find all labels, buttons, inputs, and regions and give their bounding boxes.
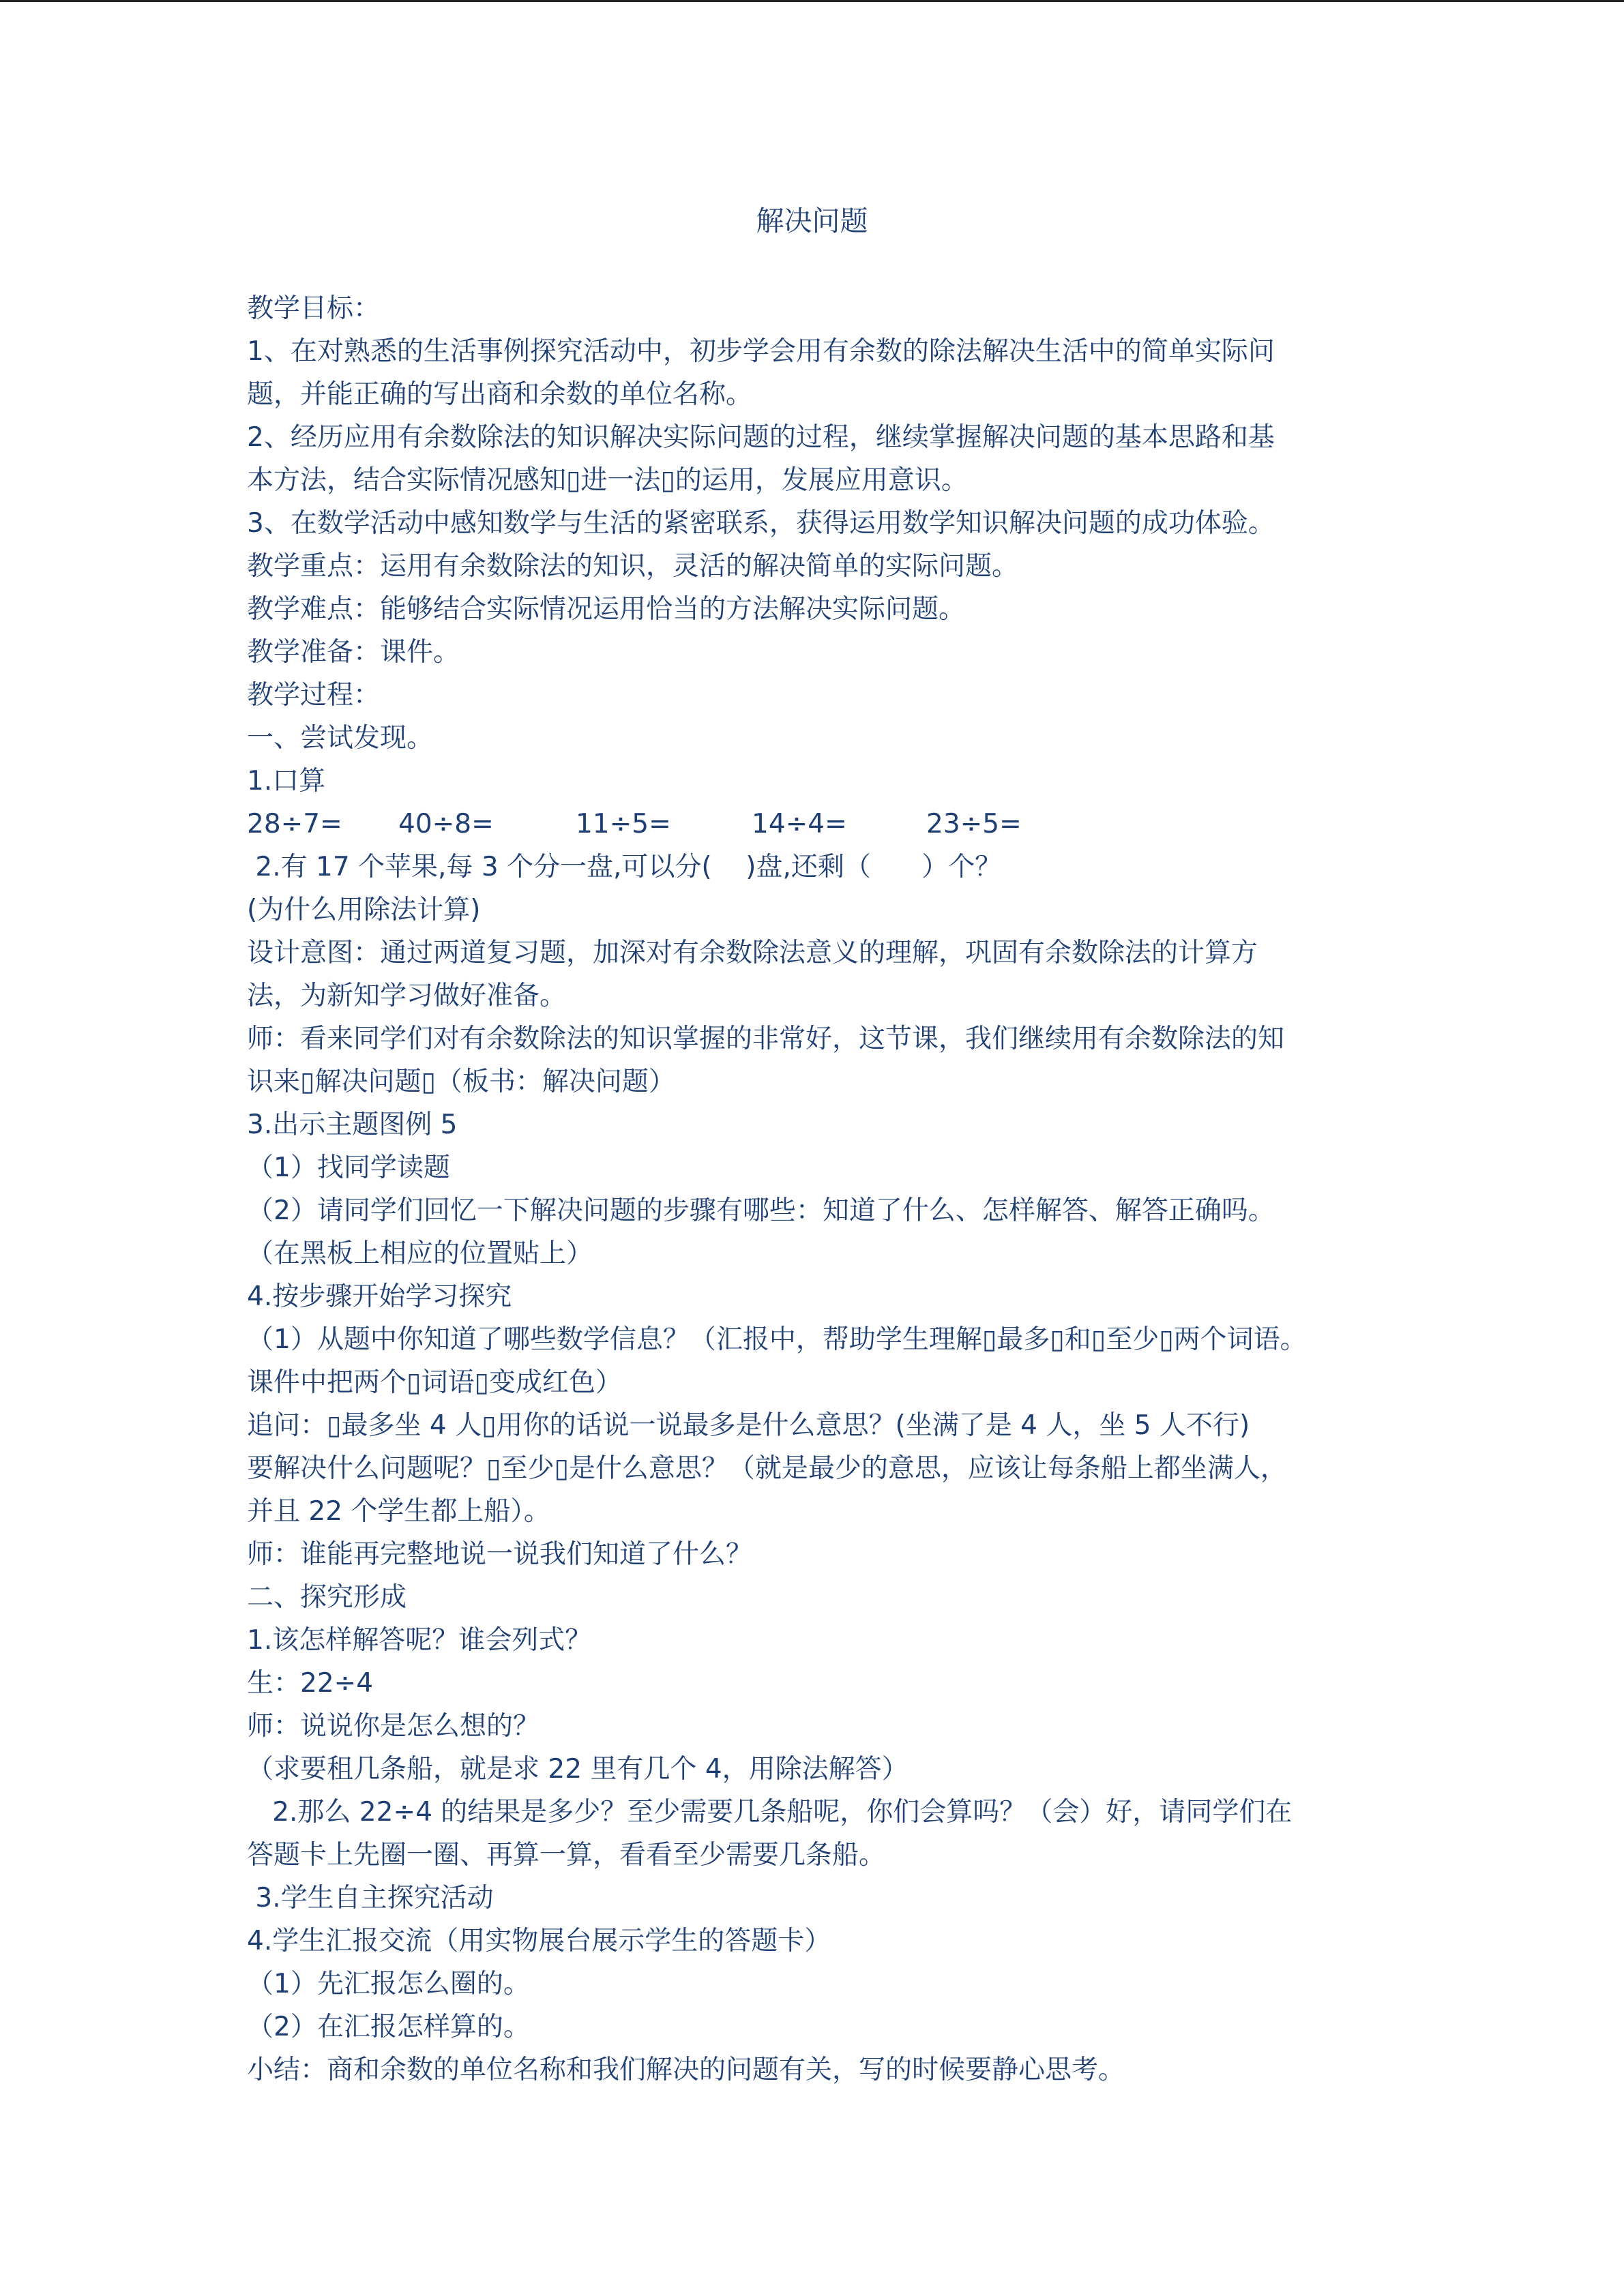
text-line: 2.有 17 个苹果,每 3 个分一盘,可以分( )盘,还剩（ ）个？ <box>247 852 1002 882</box>
calc-item: 11÷5= <box>576 809 671 839</box>
text-line: （求要租几条船，就是求 22 里有几个 4，用除法解答） <box>247 1754 909 1785</box>
text-line: 教学过程： <box>247 680 381 711</box>
text-line: 教学准备：课件。 <box>247 637 460 668</box>
text-line: 2、经历应用有余数除法的知识解决实际问题的过程，继续掌握解决问题的基本思路和基 <box>247 422 1275 453</box>
text-line: 师：看来同学们对有余数除法的知识掌握的非常好，这节课，我们继续用有余数除法的知 <box>247 1024 1285 1054</box>
text-line: （1）找同学读题 <box>247 1152 450 1183</box>
text-line: （1）先汇报怎么圈的。 <box>247 1969 530 1999</box>
text-line: 2.那么 22÷4 的结果是多少？至少需要几条船呢，你们会算吗？（会）好，请同学们在 <box>247 1797 1293 1828</box>
calc-item: 14÷4= <box>752 809 847 839</box>
text-line: 二、探究形成 <box>247 1582 407 1613</box>
text-line: (为什么用除法计算) <box>247 895 481 925</box>
text-line: 1、在对熟悉的生活事例探究活动中，初步学会用有余数的除法解决生活中的简单实际问 <box>247 336 1275 367</box>
text-line: 教学重点：运用有余数除法的知识，灵活的解决简单的实际问题。 <box>247 551 1019 582</box>
text-line: （在黑板上相应的位置贴上） <box>247 1238 593 1269</box>
text-line: 师：谁能再完整地说一说我们知道了什么？ <box>247 1539 753 1570</box>
calc-item: 40÷8= <box>398 809 494 839</box>
text-line: 本方法，结合实际情况感知▯进一法▯的运用，发展应用意识。 <box>247 465 968 496</box>
text-line: 1.口算 <box>247 766 326 796</box>
text-line: 课件中把两个▯词语▯变成红色） <box>247 1367 622 1398</box>
calc-item: 23÷5= <box>926 809 1022 839</box>
document-title: 解决问题 <box>756 205 868 237</box>
text-line: 3.学生自主探究活动 <box>247 1883 494 1913</box>
text-line: 教学难点：能够结合实际情况运用恰当的方法解决实际问题。 <box>247 594 966 625</box>
oral-calculation-row <box>247 803 1379 846</box>
text-line: 设计意图：通过两道复习题，加深对有余数除法意义的理解，巩固有余数除法的计算方 <box>247 938 1258 968</box>
text-line: 1.该怎样解答呢？谁会列式？ <box>247 1625 592 1656</box>
text-line: 4.学生汇报交流（用实物展台展示学生的答题卡） <box>247 1926 831 1956</box>
text-line: 追问：▯最多坐 4 人▯用你的话说一说最多是什么意思？(坐满了是 4 人，坐 5 人不行) <box>247 1410 1250 1441</box>
text-line: 并且 22 个学生都上船）。 <box>247 1496 550 1527</box>
text-line: 答题卡上先圈一圈、再算一算，看看至少需要几条船。 <box>247 1840 886 1870</box>
text-line: 法，为新知学习做好准备。 <box>247 981 567 1011</box>
document-body <box>247 287 1379 2091</box>
text-line: 师：说说你是怎么想的？ <box>247 1711 540 1742</box>
text-line: 4.按步骤开始学习探究 <box>247 1281 512 1312</box>
text-line: （1）从题中你知道了哪些数学信息？（汇报中，帮助学生理解▯最多▯和▯至少▯两个词语。 <box>247 1324 1307 1355</box>
text-line: （2）在汇报怎样算的。 <box>247 2012 530 2042</box>
calc-item: 28÷7= <box>247 809 342 839</box>
text-line: 一、尝试发现。 <box>247 723 434 754</box>
text-line: 3、在数学活动中感知数学与生活的紧密联系，获得运用数学知识解决问题的成功体验。 <box>247 508 1275 539</box>
text-line: 题，并能正确的写出商和余数的单位名称。 <box>247 379 753 410</box>
text-line: 识来▯解决问题▯（板书：解决问题） <box>247 1067 675 1097</box>
text-line: 3.出示主题图例 5 <box>247 1109 458 1140</box>
text-line: （2）请同学们回忆一下解决问题的步骤有哪些：知道了什么、怎样解答、解答正确吗。 <box>247 1195 1275 1226</box>
text-line: 要解决什么问题呢？▯至少▯是什么意思？（就是最少的意思，应该让每条船上都坐满人， <box>247 1453 1287 1484</box>
text-line: 生：22÷4 <box>247 1668 374 1699</box>
text-line: 小结：商和余数的单位名称和我们解决的问题有关，写的时候要静心思考。 <box>247 2055 1125 2085</box>
text-line: 教学目标： <box>247 293 381 324</box>
